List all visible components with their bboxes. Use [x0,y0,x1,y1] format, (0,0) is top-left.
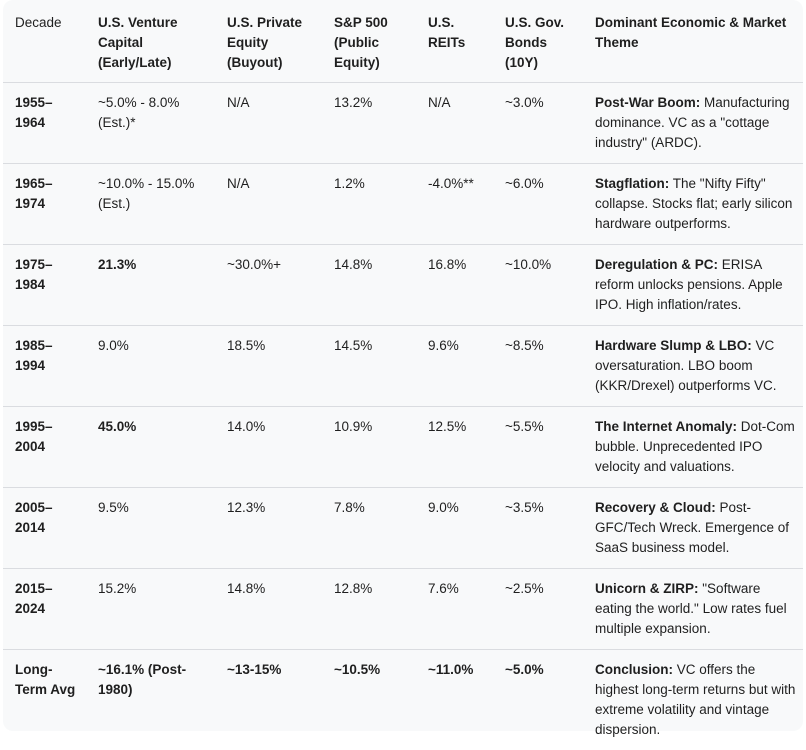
bonds-cell: ~5.5% [493,407,583,488]
sp500-cell: 10.9% [322,407,416,488]
vc-cell: ~16.1% (Post-1980) [86,650,215,750]
pe-cell: ~30.0%+ [215,245,322,326]
vc-cell: ~5.0% - 8.0% (Est.)* [86,83,215,164]
table-row [3,245,803,326]
reits-cell: 7.6% [416,569,493,650]
header-row [3,2,803,83]
reits-cell: N/A [416,83,493,164]
column-header-theme: Dominant Economic & Market Theme [583,2,803,83]
reits-cell: 12.5% [416,407,493,488]
theme-text: "Software eating the world." Low rates fuel multiple expansion. [595,581,787,636]
bonds-cell: ~6.0% [493,164,583,245]
reits-cell: 9.0% [416,488,493,569]
theme-cell [583,83,803,164]
theme-title: Unicorn & ZIRP: [595,581,699,596]
reits-cell: 16.8% [416,245,493,326]
vc-cell: 15.2% [86,569,215,650]
decade-cell: 1985–1994 [3,326,86,407]
decade-cell: 1955–1964 [3,83,86,164]
bonds-cell: ~10.0% [493,245,583,326]
reits-cell: -4.0%** [416,164,493,245]
column-header-private-equity: U.S. Private Equity (Buyout) [215,2,322,83]
vc-cell: ~10.0% - 15.0% (Est.) [86,164,215,245]
vc-cell: 9.0% [86,326,215,407]
theme-text: Post-GFC/Tech Wreck. Emergence of SaaS business model. [595,500,789,555]
sp500-cell: 14.5% [322,326,416,407]
theme-cell [583,488,803,569]
decade-cell: Long-Term Avg [3,650,86,750]
pe-cell: 14.8% [215,569,322,650]
bonds-cell: ~8.5% [493,326,583,407]
decade-cell: 2015–2024 [3,569,86,650]
pe-cell: N/A [215,83,322,164]
reits-cell: 9.6% [416,326,493,407]
table-row [3,650,803,750]
theme-text: ERISA reform unlocks pensions. Apple IPO. High inflation/rates. [595,257,783,312]
theme-title: Post-War Boom: [595,95,700,110]
sp500-cell: 7.8% [322,488,416,569]
bonds-cell: ~2.5% [493,569,583,650]
returns-table [3,2,803,750]
theme-title: Conclusion: [595,662,673,677]
table-row [3,164,803,245]
pe-cell: N/A [215,164,322,245]
vc-cell: 21.3% [86,245,215,326]
theme-text: Dot-Com bubble. Unprecedented IPO velocity and valuations. [595,419,795,474]
theme-title: Deregulation & PC: [595,257,718,272]
column-header-bonds: U.S. Gov. Bonds (10Y) [493,2,583,83]
theme-title: Recovery & Cloud: [595,500,716,515]
theme-title: Hardware Slump & LBO: [595,338,752,353]
sp500-cell: 14.8% [322,245,416,326]
sp500-cell: ~10.5% [322,650,416,750]
column-header-decade: Decade [3,2,86,83]
pe-cell: 12.3% [215,488,322,569]
theme-cell [583,569,803,650]
decade-cell: 1975–1984 [3,245,86,326]
theme-title: The Internet Anomaly: [595,419,737,434]
table-row [3,488,803,569]
pe-cell: 18.5% [215,326,322,407]
pe-cell: ~13-15% [215,650,322,750]
column-header-venture-capital: U.S. Venture Capital (Early/Late) [86,2,215,83]
theme-text: Manufacturing dominance. VC as a "cottage industry" (ARDC). [595,95,790,150]
table-row [3,407,803,488]
table-row [3,326,803,407]
theme-cell [583,326,803,407]
sp500-cell: 1.2% [322,164,416,245]
theme-text: VC offers the highest long-term returns but with extreme volatility and vintage dispersion. [595,662,795,737]
sp500-cell: 13.2% [322,83,416,164]
decade-cell: 2005–2014 [3,488,86,569]
bonds-cell: ~5.0% [493,650,583,750]
decade-cell: 1965–1974 [3,164,86,245]
pe-cell: 14.0% [215,407,322,488]
theme-cell [583,245,803,326]
vc-cell: 9.5% [86,488,215,569]
sp500-cell: 12.8% [322,569,416,650]
theme-title: Stagflation: [595,176,669,191]
theme-cell [583,650,803,750]
table-row [3,83,803,164]
table-row [3,569,803,650]
theme-cell [583,164,803,245]
bonds-cell: ~3.5% [493,488,583,569]
theme-text: VC oversaturation. LBO boom (KKR/Drexel) outperforms VC. [595,338,777,393]
decade-cell: 1995–2004 [3,407,86,488]
vc-cell: 45.0% [86,407,215,488]
theme-text: The "Nifty Fifty" collapse. Stocks flat; early silicon hardware outperforms. [595,176,792,231]
column-header-sp500: S&P 500 (Public Equity) [322,2,416,83]
bonds-cell: ~3.0% [493,83,583,164]
theme-cell [583,407,803,488]
column-header-reits: U.S. REITs [416,2,493,83]
reits-cell: ~11.0% [416,650,493,750]
